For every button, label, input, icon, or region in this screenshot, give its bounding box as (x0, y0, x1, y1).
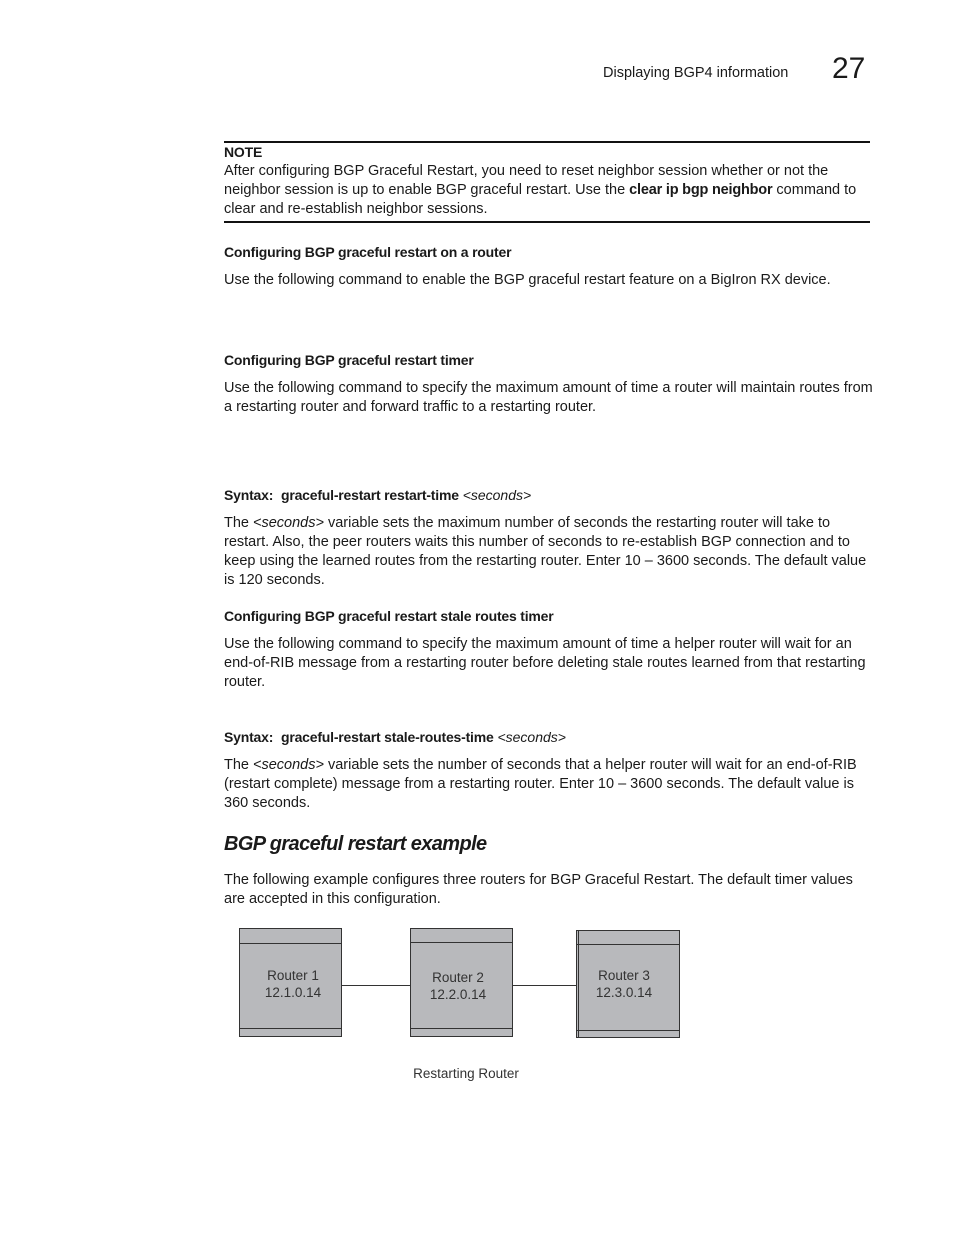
stale-section-heading: Configuring BGP graceful restart stale routes timer (224, 608, 554, 624)
router-box-shape (577, 931, 680, 1038)
timer-syntax: Syntax: graceful-restart restart-time <seconds> (224, 487, 532, 503)
timer-description: The <seconds> variable sets the maximum number of seconds the restarting router will take to restart. Also, the peer routers waits this number of seconds to re-establish BGP connection and to keep using the learned routes from the restarting router. Enter 10 – 3600 seconds. The default value is 120 seconds. (224, 515, 867, 588)
router-ip: 12.2.0.14 (429, 987, 487, 1002)
router-section-heading: Configuring BGP graceful restart on a router (224, 244, 512, 260)
router-name: Router 2 (432, 970, 484, 985)
router-section-text: Use the following command to enable the BGP graceful restart feature on a BigIron RX device. (224, 272, 831, 288)
router-1-box (240, 929, 342, 1037)
diagram-caption: Restarting Router (413, 1066, 519, 1081)
stale-syntax: Syntax: graceful-restart stale-routes-time <seconds> (224, 729, 566, 745)
stale-section-text: Use the following command to specify the maximum amount of time a helper router will wait for an end-of-RIB message from a restarting router before deleting stale routes learned from that restarting router. (224, 636, 866, 690)
router-2-box (411, 929, 513, 1037)
stale-description: The <seconds> variable sets the number of seconds that a helper router will wait for an end-of-RIB (restart complete) message from a restarting router. Enter 10 – 3600 seconds. The default value is 360 seconds. (224, 757, 857, 811)
router-name: Router 3 (598, 968, 650, 983)
router-3-box (577, 931, 680, 1038)
example-title: BGP graceful restart example (224, 833, 487, 855)
example-text: The following example configures three routers for BGP Graceful Restart. The default timer values are accepted in this configuration. (224, 872, 853, 907)
chapter-number: 27 (832, 52, 866, 85)
router-name: Router 1 (267, 968, 319, 983)
timer-section-text: Use the following command to specify the maximum amount of time a router will maintain routes from a restarting router and forward traffic to a restarting router. (224, 380, 873, 415)
router-ip: 12.1.0.14 (264, 985, 322, 1000)
note-command: clear ip bgp neighbor (629, 182, 773, 198)
note-label: NOTE (224, 144, 263, 160)
page-header-title: Displaying BGP4 information (603, 65, 789, 81)
note-text: After configuring BGP Graceful Restart, you need to reset neighbor session whether or not the neighbor session is up to enable BGP graceful restart. Use the clear ip bgp neighbor command to clear and re-establish neighbor sessions. (224, 163, 857, 217)
router-ip: 12.3.0.14 (595, 985, 653, 1000)
timer-section-heading: Configuring BGP graceful restart timer (224, 352, 474, 368)
